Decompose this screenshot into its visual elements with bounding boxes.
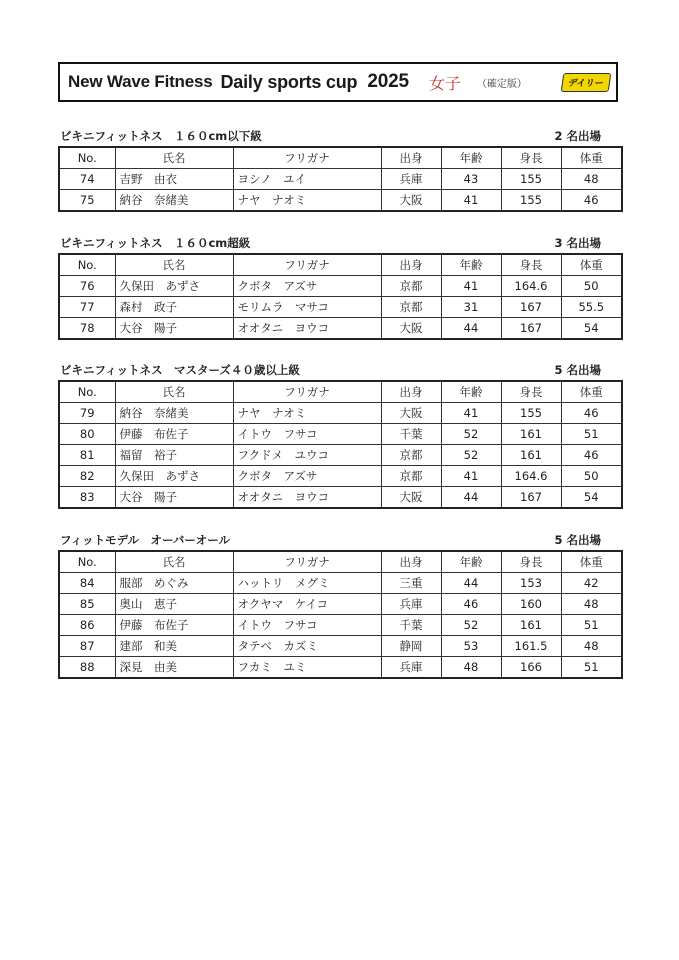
col-age-cell: 41 <box>441 466 501 487</box>
col-height-cell: 161 <box>501 615 561 636</box>
section-title: ビキニフィットネス マスターズ４０歳以上級 <box>60 363 300 377</box>
section-title: ビキニフィットネス １６０cm超級 <box>60 236 251 250</box>
col-name-cell: 久保田 あずさ <box>115 466 233 487</box>
col-origin-header: 出身 <box>381 254 441 276</box>
col-height-cell: 160 <box>501 594 561 615</box>
col-origin-cell: 大阪 <box>381 403 441 424</box>
table-row <box>59 636 622 657</box>
section-fit-model-overall <box>58 532 621 679</box>
col-age-cell: 41 <box>441 190 501 212</box>
col-origin-cell: 三重 <box>381 573 441 594</box>
col-no-cell: 81 <box>59 445 115 466</box>
col-origin-cell: 兵庫 <box>381 657 441 679</box>
col-name-cell: 伊藤 布佐子 <box>115 424 233 445</box>
col-name-cell: 服部 めぐみ <box>115 573 233 594</box>
header-title: New Wave Fitness <box>68 72 213 91</box>
col-age-cell: 44 <box>441 573 501 594</box>
col-height-cell: 153 <box>501 573 561 594</box>
col-height-cell: 155 <box>501 169 561 190</box>
col-weight-cell: 42 <box>561 573 622 594</box>
header-category: 女子 <box>428 73 461 93</box>
col-height-header: 身長 <box>501 381 561 403</box>
col-no-cell: 80 <box>59 424 115 445</box>
table-header-row <box>59 147 622 169</box>
col-no-cell: 86 <box>59 615 115 636</box>
col-furigana-header: フリガナ <box>233 254 381 276</box>
col-height-cell: 155 <box>501 190 561 212</box>
section-header <box>58 235 621 251</box>
col-no-cell: 85 <box>59 594 115 615</box>
section-count: 3 名出場 <box>554 236 601 250</box>
col-name-cell: 奥山 恵子 <box>115 594 233 615</box>
col-age-header: 年齢 <box>441 381 501 403</box>
col-furigana-header: フリガナ <box>233 147 381 169</box>
col-age-cell: 44 <box>441 318 501 340</box>
col-name-header: 氏名 <box>115 551 233 573</box>
col-weight-cell: 50 <box>561 466 622 487</box>
table-row <box>59 403 622 424</box>
section-header <box>58 128 621 144</box>
col-weight-header: 体重 <box>561 147 622 169</box>
col-name-cell: 深見 由美 <box>115 657 233 679</box>
col-name-cell: 大谷 陽子 <box>115 318 233 340</box>
col-age-cell: 44 <box>441 487 501 509</box>
col-furigana-cell: オオタニ ヨウコ <box>233 318 381 340</box>
col-age-cell: 31 <box>441 297 501 318</box>
table-row <box>59 276 622 297</box>
col-name-cell: 森村 政子 <box>115 297 233 318</box>
col-furigana-cell: オクヤマ ケイコ <box>233 594 381 615</box>
col-name-cell: 吉野 由衣 <box>115 169 233 190</box>
col-weight-cell: 48 <box>561 169 622 190</box>
section-bikini-160-over <box>58 235 621 340</box>
table-row <box>59 445 622 466</box>
col-origin-header: 出身 <box>381 147 441 169</box>
section-bikini-160-under <box>58 128 621 212</box>
col-height-cell: 167 <box>501 487 561 509</box>
col-weight-cell: 46 <box>561 403 622 424</box>
col-origin-cell: 大阪 <box>381 487 441 509</box>
col-no-cell: 84 <box>59 573 115 594</box>
col-origin-cell: 京都 <box>381 445 441 466</box>
col-no-cell: 82 <box>59 466 115 487</box>
header-status: （確定版） <box>476 78 527 90</box>
col-origin-header: 出身 <box>381 381 441 403</box>
col-name-header: 氏名 <box>115 254 233 276</box>
table-row <box>59 169 622 190</box>
col-no-header: No. <box>59 381 115 403</box>
col-height-cell: 166 <box>501 657 561 679</box>
col-furigana-cell: クボタ アズサ <box>233 276 381 297</box>
col-furigana-cell: オオタニ ヨウコ <box>233 487 381 509</box>
col-origin-cell: 京都 <box>381 297 441 318</box>
col-age-cell: 53 <box>441 636 501 657</box>
table-header-row <box>59 551 622 573</box>
col-name-cell: 大谷 陽子 <box>115 487 233 509</box>
table-row <box>59 615 622 636</box>
header-year: 2025 <box>367 71 409 92</box>
col-furigana-cell: ナヤ ナオミ <box>233 190 381 212</box>
col-weight-cell: 46 <box>561 190 622 212</box>
col-weight-cell: 55.5 <box>561 297 622 318</box>
col-origin-cell: 静岡 <box>381 636 441 657</box>
col-name-cell: 納谷 奈緒美 <box>115 190 233 212</box>
col-furigana-header: フリガナ <box>233 381 381 403</box>
section-header <box>58 362 621 378</box>
col-age-header: 年齢 <box>441 254 501 276</box>
col-origin-cell: 大阪 <box>381 318 441 340</box>
table-row <box>59 657 622 679</box>
col-origin-cell: 千葉 <box>381 424 441 445</box>
table-row <box>59 424 622 445</box>
header-cup: Daily sports cup <box>220 71 358 92</box>
col-age-cell: 48 <box>441 657 501 679</box>
col-furigana-header: フリガナ <box>233 551 381 573</box>
col-weight-cell: 46 <box>561 445 622 466</box>
col-no-cell: 83 <box>59 487 115 509</box>
col-age-cell: 46 <box>441 594 501 615</box>
section-bikini-masters-40 <box>58 362 621 509</box>
col-weight-header: 体重 <box>561 381 622 403</box>
col-origin-cell: 兵庫 <box>381 594 441 615</box>
col-origin-cell: 京都 <box>381 466 441 487</box>
table-header-row <box>59 254 622 276</box>
table-row <box>59 487 622 509</box>
col-furigana-cell: イトウ フサコ <box>233 615 381 636</box>
col-furigana-cell: フクドメ ユウコ <box>233 445 381 466</box>
section-count: 2 名出場 <box>554 129 601 143</box>
col-no-header: No. <box>59 254 115 276</box>
col-no-cell: 78 <box>59 318 115 340</box>
col-furigana-cell: イトウ フサコ <box>233 424 381 445</box>
results-table <box>58 550 623 679</box>
col-origin-cell: 千葉 <box>381 615 441 636</box>
col-no-cell: 75 <box>59 190 115 212</box>
table-row <box>59 190 622 212</box>
col-no-cell: 88 <box>59 657 115 679</box>
col-height-header: 身長 <box>501 254 561 276</box>
col-no-cell: 74 <box>59 169 115 190</box>
col-name-cell: 建部 和美 <box>115 636 233 657</box>
results-table <box>58 146 623 212</box>
col-name-cell: 伊藤 布佐子 <box>115 615 233 636</box>
col-height-cell: 167 <box>501 318 561 340</box>
col-height-cell: 161.5 <box>501 636 561 657</box>
col-height-cell: 161 <box>501 424 561 445</box>
col-name-cell: 久保田 あずさ <box>115 276 233 297</box>
col-age-cell: 52 <box>441 445 501 466</box>
col-origin-cell: 京都 <box>381 276 441 297</box>
col-height-cell: 164.6 <box>501 466 561 487</box>
col-height-header: 身長 <box>501 147 561 169</box>
section-header <box>58 532 621 548</box>
col-height-header: 身長 <box>501 551 561 573</box>
col-furigana-cell: ナヤ ナオミ <box>233 403 381 424</box>
table-row <box>59 594 622 615</box>
table-row <box>59 573 622 594</box>
col-name-cell: 福留 裕子 <box>115 445 233 466</box>
table-row <box>59 466 622 487</box>
col-furigana-cell: フカミ ユミ <box>233 657 381 679</box>
col-age-header: 年齢 <box>441 551 501 573</box>
results-table <box>58 253 623 340</box>
col-origin-header: 出身 <box>381 551 441 573</box>
col-origin-cell: 兵庫 <box>381 169 441 190</box>
col-height-cell: 161 <box>501 445 561 466</box>
col-no-cell: 79 <box>59 403 115 424</box>
col-furigana-cell: ヨシノ ユイ <box>233 169 381 190</box>
table-row <box>59 318 622 340</box>
col-weight-cell: 51 <box>561 615 622 636</box>
table-row <box>59 297 622 318</box>
results-table <box>58 380 623 509</box>
col-furigana-cell: タテベ カズミ <box>233 636 381 657</box>
col-age-cell: 41 <box>441 403 501 424</box>
col-weight-cell: 48 <box>561 636 622 657</box>
col-origin-cell: 大阪 <box>381 190 441 212</box>
col-age-cell: 43 <box>441 169 501 190</box>
section-count: 5 名出場 <box>554 533 601 547</box>
page-header <box>58 62 618 102</box>
col-no-cell: 87 <box>59 636 115 657</box>
col-furigana-cell: ハットリ メグミ <box>233 573 381 594</box>
col-weight-header: 体重 <box>561 551 622 573</box>
col-weight-cell: 50 <box>561 276 622 297</box>
col-name-header: 氏名 <box>115 381 233 403</box>
table-header-row <box>59 381 622 403</box>
col-weight-cell: 51 <box>561 657 622 679</box>
col-height-cell: 167 <box>501 297 561 318</box>
col-weight-cell: 54 <box>561 487 622 509</box>
col-weight-cell: 54 <box>561 318 622 340</box>
section-title: フィットモデル オーバーオール <box>60 533 230 547</box>
col-name-cell: 納谷 奈緒美 <box>115 403 233 424</box>
col-no-header: No. <box>59 147 115 169</box>
daily-sports-logo: デイリー <box>561 73 612 92</box>
section-count: 5 名出場 <box>554 363 601 377</box>
col-no-cell: 77 <box>59 297 115 318</box>
col-age-cell: 52 <box>441 615 501 636</box>
col-height-cell: 155 <box>501 403 561 424</box>
col-no-header: No. <box>59 551 115 573</box>
col-weight-header: 体重 <box>561 254 622 276</box>
col-weight-cell: 48 <box>561 594 622 615</box>
col-age-cell: 41 <box>441 276 501 297</box>
col-weight-cell: 51 <box>561 424 622 445</box>
col-age-cell: 52 <box>441 424 501 445</box>
col-furigana-cell: モリムラ マサコ <box>233 297 381 318</box>
section-title: ビキニフィットネス １６０cm以下級 <box>60 129 262 143</box>
col-name-header: 氏名 <box>115 147 233 169</box>
col-height-cell: 164.6 <box>501 276 561 297</box>
col-age-header: 年齢 <box>441 147 501 169</box>
col-furigana-cell: クボタ アズサ <box>233 466 381 487</box>
col-no-cell: 76 <box>59 276 115 297</box>
